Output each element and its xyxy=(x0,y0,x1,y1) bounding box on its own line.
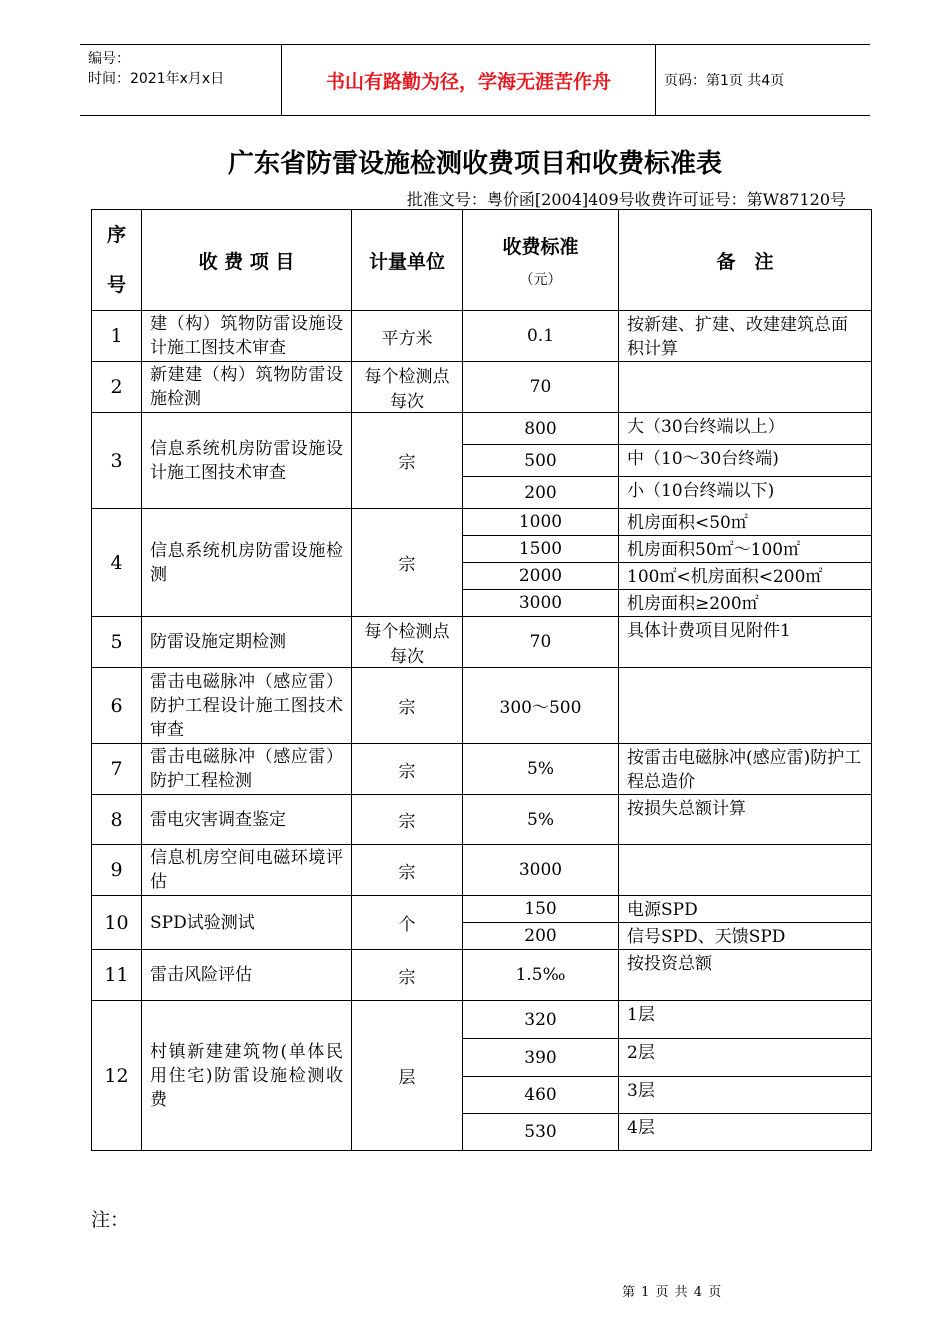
col-fee-unit: （元） xyxy=(519,271,562,288)
row-fee: 0.1 xyxy=(463,311,619,362)
row-note: 中（10～30台终端) xyxy=(619,445,872,477)
table-body xyxy=(92,311,872,1151)
row-note: 3层 xyxy=(619,1077,872,1114)
row-unit: 宗 xyxy=(352,668,463,744)
row-fee: 70 xyxy=(463,362,619,413)
row-fee: 2000 xyxy=(463,563,619,590)
row-fee: 460 xyxy=(463,1077,619,1114)
row-item: 雷击风险评估 xyxy=(142,950,352,1001)
table-row xyxy=(92,744,872,795)
col-fee-title: 收费标准 xyxy=(502,235,579,258)
row-note xyxy=(619,845,872,896)
row-number: 9 xyxy=(92,845,142,896)
table-header-row xyxy=(92,210,872,311)
row-note: 机房面积≥200㎡ xyxy=(619,590,872,617)
row-item: 防雷设施定期检测 xyxy=(142,617,352,668)
row-number: 4 xyxy=(92,509,142,617)
row-fee: 3000 xyxy=(463,845,619,896)
row-note: 按损失总额计算 xyxy=(619,795,872,845)
code-label: 编号： xyxy=(88,51,130,67)
table-row xyxy=(92,845,872,896)
approval-number: 批准文号：粤价函[2004]409号收费许可证号：第W87120号 xyxy=(406,190,846,209)
row-fee: 5% xyxy=(463,795,619,845)
table-row xyxy=(92,896,872,923)
header-motto: 书山有路勤为径，学海无涯苦作舟 xyxy=(281,45,656,115)
row-unit: 层 xyxy=(352,1001,463,1151)
row-fee: 70 xyxy=(463,617,619,668)
row-fee: 500 xyxy=(463,445,619,477)
page-header xyxy=(80,44,870,116)
row-item: 建（构）筑物防雷设施设计施工图技术审查 xyxy=(142,311,352,362)
header-page-info: 页码：第1页 共4页 xyxy=(664,73,785,89)
row-fee: 200 xyxy=(463,477,619,509)
row-fee: 390 xyxy=(463,1039,619,1077)
col-no-header xyxy=(92,210,142,311)
page-footer: 第 1 页 共 4 页 xyxy=(622,1285,723,1300)
table-row xyxy=(92,509,872,536)
row-number: 2 xyxy=(92,362,142,413)
row-number: 8 xyxy=(92,795,142,845)
table-row xyxy=(92,1001,872,1039)
row-note: 按投资总额 xyxy=(619,950,872,1001)
row-note xyxy=(619,668,872,744)
header-meta xyxy=(88,49,278,89)
row-unit: 宗 xyxy=(352,845,463,896)
row-unit: 宗 xyxy=(352,950,463,1001)
row-fee: 1000 xyxy=(463,509,619,536)
table-row xyxy=(92,311,872,362)
row-unit: 宗 xyxy=(352,795,463,845)
row-note xyxy=(619,362,872,413)
col-no-char1: 序 xyxy=(106,224,126,246)
row-number: 11 xyxy=(92,950,142,1001)
row-unit: 宗 xyxy=(352,509,463,617)
row-item: 信息机房空间电磁环境评估 xyxy=(142,845,352,896)
row-fee: 3000 xyxy=(463,590,619,617)
row-item: 雷击电磁脉冲（感应雷）防护工程设计施工图技术审查 xyxy=(142,668,352,744)
table-row xyxy=(92,668,872,744)
row-item: SPD试验测试 xyxy=(142,896,352,950)
row-fee: 530 xyxy=(463,1114,619,1151)
row-note: 具体计费项目见附件1 xyxy=(619,617,872,668)
row-unit: 个 xyxy=(352,896,463,950)
row-item: 新建建（构）筑物防雷设施检测 xyxy=(142,362,352,413)
document-title: 广东省防雷设施检测收费项目和收费标准表 xyxy=(227,149,722,179)
row-item: 信息系统机房防雷设施检测 xyxy=(142,509,352,617)
row-note: 信号SPD、天馈SPD xyxy=(619,923,872,950)
row-note: 小（10台终端以下) xyxy=(619,477,872,509)
row-fee: 1500 xyxy=(463,536,619,563)
row-item: 村镇新建建筑物(单体民用住宅)防雷设施检测收费 xyxy=(142,1001,352,1151)
col-unit-header: 计量单位 xyxy=(352,210,463,311)
row-note: 大（30台终端以上） xyxy=(619,413,872,445)
footnote: 注： xyxy=(91,1209,130,1231)
time-label: 时间：2021年x月x日 xyxy=(88,71,225,87)
row-number: 10 xyxy=(92,896,142,950)
row-item: 雷击电磁脉冲（感应雷）防护工程检测 xyxy=(142,744,352,795)
row-fee: 800 xyxy=(463,413,619,445)
row-unit: 平方米 xyxy=(352,311,463,362)
row-fee: 320 xyxy=(463,1001,619,1039)
row-number: 6 xyxy=(92,668,142,744)
row-note: 按新建、扩建、改建建筑总面积计算 xyxy=(619,311,872,362)
row-number: 5 xyxy=(92,617,142,668)
row-note: 2层 xyxy=(619,1039,872,1077)
table-row xyxy=(92,617,872,668)
row-fee: 300～500 xyxy=(463,668,619,744)
row-number: 3 xyxy=(92,413,142,509)
row-note: 1层 xyxy=(619,1001,872,1039)
row-note: 4层 xyxy=(619,1114,872,1151)
row-number: 7 xyxy=(92,744,142,795)
table-row xyxy=(92,362,872,413)
row-note: 电源SPD xyxy=(619,896,872,923)
row-note: 机房面积<50㎡ xyxy=(619,509,872,536)
col-no-char2: 号 xyxy=(106,274,126,296)
row-note: 机房面积50㎡～100㎡ xyxy=(619,536,872,563)
table-row xyxy=(92,795,872,845)
row-note: 100㎡<机房面积<200㎡ xyxy=(619,563,872,590)
row-unit: 宗 xyxy=(352,413,463,509)
row-number: 12 xyxy=(92,1001,142,1151)
col-note-header: 备 注 xyxy=(619,210,872,311)
fee-table xyxy=(91,209,872,1151)
table-row xyxy=(92,950,872,1001)
row-unit: 宗 xyxy=(352,744,463,795)
row-item: 信息系统机房防雷设施设计施工图技术审查 xyxy=(142,413,352,509)
row-number: 1 xyxy=(92,311,142,362)
row-fee: 5% xyxy=(463,744,619,795)
row-fee: 200 xyxy=(463,923,619,950)
row-fee: 150 xyxy=(463,896,619,923)
col-fee-header xyxy=(463,210,619,311)
row-unit: 每个检测点每次 xyxy=(352,617,463,668)
row-unit: 每个检测点每次 xyxy=(352,362,463,413)
row-note: 按雷击电磁脉冲(感应雷)防护工程总造价 xyxy=(619,744,872,795)
row-fee: 1.5‰ xyxy=(463,950,619,1001)
col-item-header: 收 费 项 目 xyxy=(142,210,352,311)
table-row xyxy=(92,413,872,445)
row-item: 雷电灾害调查鉴定 xyxy=(142,795,352,845)
